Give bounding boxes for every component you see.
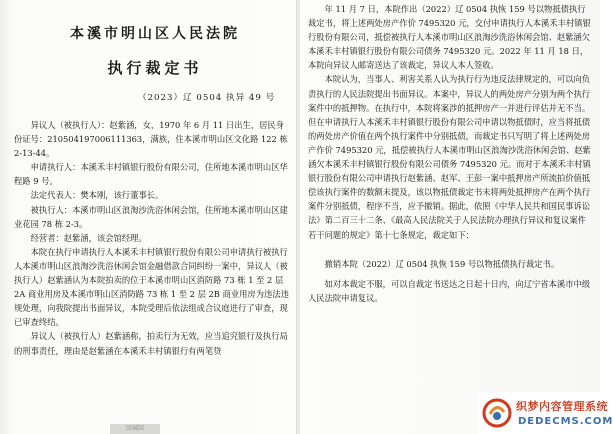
court-name: 本溪市明山区人民法院 <box>70 26 240 42</box>
paragraph-objector: 异议人（被执行人）：赵紫涵，女，1970 年 6 月 11 日出生，居民身份证号：210504197006111363，满族，住本溪市明山区文化路 122 栋 2-13-44。 <box>14 120 288 159</box>
paragraph-ruling: 撤销本院（2022）辽 0504 执恢 159 号以物抵债执行裁定书。 <box>324 258 560 269</box>
watermark-line2: DEDECMS.COM <box>518 416 613 427</box>
right-page <box>300 0 600 434</box>
paragraph-applicant: 申请执行人：本溪禾丰村镇银行股份有限公司，住所地本溪市明山区华程路 9 号。 <box>14 162 288 187</box>
watermark-line1: 织梦内容管理系统 <box>516 400 608 413</box>
paragraph-case-background: 本院在执行申请执行人本溪禾丰村镇银行股份有限公司申请执行被执行人本溪市明山区浪淘沙洗浴休闲会馆金融借款合同纠纷一案中，异议人（被执行人）赵紫涵认为本院拍卖的位于本溪市明山区消防路 73 栋 1 至 2 层 2A 商业用房及本溪市明山区消防路 73 栋 1 至 2 层 2B 商业用房为违法违规处理，向我院提出书面异议，本院受理后依法组成合议庭进行了审查，现已审查终结。 <box>14 246 289 328</box>
watermark <box>478 392 613 434</box>
paragraph-legal-rep: 法定代表人：樊本刚，该行董事长。 <box>30 190 164 201</box>
paragraph-executee: 被执行人：本溪市明山区浪淘沙洗浴休闲会馆，住所地本溪市明山区建业花园 78 栋 2-3。 <box>14 204 288 229</box>
right-body <box>308 2 592 305</box>
case-number: （2023）辽 0504 执异 49 号 <box>138 93 276 103</box>
paragraph-objection-claim: 异议人（被执行人）赵紫涵称，拍卖行为无效，应当追究银行及执行局的刑事责任，理由是赵紫涵在本溪禾丰村镇银行有两笔贷 <box>14 331 288 356</box>
paragraph-operator: 经营者：赵紫涵，该会馆经理。 <box>30 232 147 243</box>
left-body <box>14 118 290 358</box>
page-footer-mark: 回城回 <box>110 424 160 434</box>
document-title: 执行裁定书 <box>107 59 203 77</box>
paragraph-prior-ruling: 年 11 月 7 日，本院作出（2022）辽 0504 执恢 159 号以物抵债执行裁定书，将上述两处房产作价 7495320 元，交付申请执行人本溪禾丰村镇银行股份有限公司，抵偿被执行人本溪市明山区浪淘沙洗浴休闲会馆、赵紫涵欠本溪禾丰村镇银行股份有限公司债务 7495320 元。2022 年 11 月 18 日，本院向异议人邮寄送达了该裁定，异议人本人签收。 <box>308 4 591 71</box>
dedecms-logo-icon <box>482 398 512 428</box>
paragraph-court-reasoning: 本院认为，当事人、利害关系人认为执行行为违反法律规定的，可以向负责执行的人民法院提出书面异议。本案中，异议人的两处房产分别为两个执行案件中的抵押物。在执行中，本院将案涉的抵押房产一并进行评估并无不当。但在申请执行人本溪禾丰村镇银行股份有限公司申请以物抵债时，应当将抵债的两处房产价值在两个执行案件中分别抵债，而裁定书只写明了将上述两处房产作价 7495320 元，抵偿被执行人本溪市明山区浪淘沙洗浴休闲会馆、赵紫涵欠本溪禾丰村镇银行股份有限公司债务 7495320 元。而对于本溪禾丰村镇银行股份有限公司申请执行赵紫涵、赵军、王彭一案中抵押房产所流拍价值抵偿该执行案件的数额未提及，该以物抵债裁定书未将两处抵押房产在两个执行案件分别抵债，程序不当，应予撤销。据此，依照《中华人民共和国民事诉讼法》第二百三十二条、《最高人民法院关于人民法院办理执行异议和复议案件若干问题的规定》第十七条规定，裁定如下： <box>308 74 591 240</box>
paragraph-appeal-notice: 如对本裁定不服，可以自裁定书送达之日起十日内，向辽宁省本溪市中级人民法院申请复议。 <box>308 278 591 303</box>
left-page <box>0 0 296 434</box>
